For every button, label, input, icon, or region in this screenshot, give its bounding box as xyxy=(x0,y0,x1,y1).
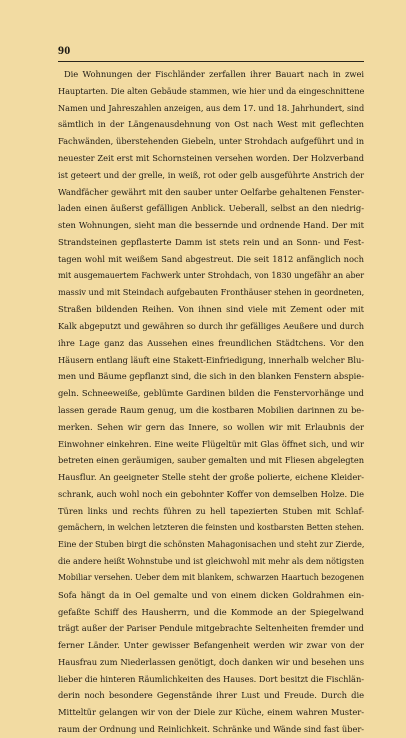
text-line: geln. Schneeweiße, geblümte Gardinen bilden die Fenstervorhänge und xyxy=(58,388,364,399)
text-line: sten Wohnungen, sieht man die bessernde und ordnende Hand. Der mit xyxy=(58,220,364,231)
text-line: ihre Lage ganz das Aussehen eines freundlichen Städtchens. Vor den xyxy=(58,337,364,348)
text-line: betreten einen geräumigen, sauber gemalten und mit Fliesen abgelegten xyxy=(58,455,364,466)
page-number: 90 xyxy=(58,43,71,57)
text-line: Eine der Stuben birgt die schönsten Mahagonisachen und steht zur Zierde, xyxy=(58,539,365,550)
text-line: Hausfrau zum Niederlassen genötigt, doch danken wir und besehen uns xyxy=(58,656,364,667)
text-line: gefaßte Schiff des Hausherrn, und die Kommode an der Spiegelwand xyxy=(58,606,364,617)
text-line: gemächern, in welchen letzteren die feinsten und kostbarsten Betten stehen. xyxy=(58,522,364,532)
text-line: laden einen äußerst gefälligen Anblick. Ueberall, selbst an den niedrig- xyxy=(58,203,364,214)
text-line: Die Wohnungen der Fischländer zerfallen ihrer Bauart nach in zwei xyxy=(64,69,364,79)
text-line: Hausflur. An geeigneter Stelle steht der große polierte, eichene Kleider- xyxy=(58,472,364,483)
text-line: Mobiliar versehen. Ueber dem mit blankem, schwarzen Haartuch bezogenen xyxy=(58,572,364,582)
text-line: raum der Ordnung und Reinlichkeit. Schränke und Wände sind fast über- xyxy=(58,724,364,735)
text-line: Türen links und rechts führen zu hell tapezierten Stuben mit Schlaf- xyxy=(58,505,364,516)
text-line: mit ausgemauertem Fachwerk unter Strohdach, von 1830 ungefähr an aber xyxy=(58,270,364,280)
text-line: schrank, auch wohl noch ein gebohnter Koffer von demselben Holze. Die xyxy=(58,488,364,499)
text-line: trägt außer der Pariser Pendule mitgebrachte Seltenheiten fremder und xyxy=(58,623,364,634)
text-line: men und Bäume gepflanzt sind, die sich in den blanken Fenstern abspie- xyxy=(58,371,364,382)
text-line: Strandsteinen gepflasterte Damm ist stets rein und an Sonn- und Fest- xyxy=(58,236,364,247)
text-line: lieber die hinteren Räumlichkeiten des Hauses. Dort besitzt die Fischlän- xyxy=(58,673,364,684)
text-line: Namen und Jahreszahlen anzeigen, aus dem 17. und 18. Jahrhundert, sind xyxy=(58,102,365,113)
text-line: neuester Zeit erst mit Schornsteinen versehen worden. Der Holzverband xyxy=(58,152,364,163)
text-line: Wandfächer gewährt mit den sauber unter Oelfarbe gehaltenen Fenster- xyxy=(58,186,364,197)
text-line: tagen wohl mit weißem Sand abgestreut. Die seit 1812 anfänglich noch xyxy=(58,253,364,264)
header-rule xyxy=(58,61,364,62)
text-line: Einwohner einkehren. Eine weite Flügeltür mit Glas öffnet sich, und wir xyxy=(58,438,364,449)
text-line: Fachwänden, überstehenden Giebeln, unter Strohdach aufgeführt und in xyxy=(58,136,364,147)
text-line: derin noch besondere Gegenstände ihrer Lust und Freude. Durch die xyxy=(58,690,364,701)
text-line: ist geteert und der grelle, in weiß, rot oder gelb ausgeführte Anstrich der xyxy=(58,169,364,180)
text-line: Sofa hängt da in Oel gemalte und von einem dicken Goldrahmen ein- xyxy=(58,589,364,600)
text-line: Häusern entlang läuft eine Stakett-Einfriedigung, innerhalb welcher Blu- xyxy=(58,354,364,365)
text-line: sämtlich in der Längenausdehnung von Ost nach West mit geflechten xyxy=(58,119,364,130)
text-line: merken. Sehen wir gern das Innere, so wollen wir mit Erlaubnis der xyxy=(58,421,364,432)
text-line: massiv und mit Steindach aufgebauten Fronthäuser stehen in geordneten, xyxy=(58,287,365,298)
text-line: die andere heißt Wohnstube und ist gleichwohl mit mehr als dem nötigsten xyxy=(58,556,364,567)
text-line: Kalk abgeputzt und gewähren so durch ihr gefälliges Aeußere und durch xyxy=(58,320,364,331)
text-line: Mitteltür gelangen wir von der Diele zur Küche, einem wahren Muster- xyxy=(58,707,364,718)
text-line: Hauptarten. Die alten Gebäude stammen, wie hier und da eingeschnittene xyxy=(58,85,365,96)
text-line: Straßen bildenden Reihen. Von ihnen sind viele mit Zement oder mit xyxy=(58,304,364,315)
text-line: lassen gerade Raum genug, um die kostbaren Mobilien darinnen zu be- xyxy=(58,404,364,415)
text-line: ferner Länder. Unter gewisser Befangenheit werden wir zwar von der xyxy=(58,640,364,651)
body-text xyxy=(58,66,364,738)
